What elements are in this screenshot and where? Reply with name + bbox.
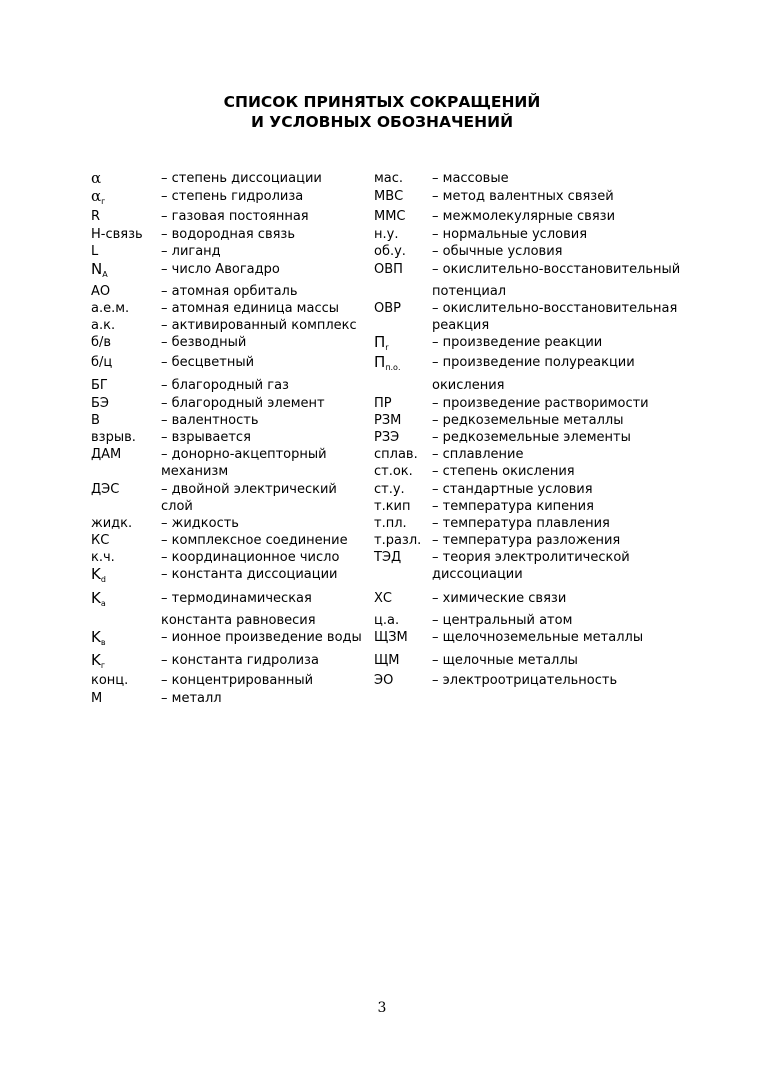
abbreviation-definition: – редкоземельные металлы bbox=[432, 413, 624, 428]
abbreviation-term: жидк. bbox=[91, 516, 133, 531]
abbreviation-definition: – температура разложения bbox=[432, 533, 621, 548]
abbreviation-definition: – массовые bbox=[432, 171, 509, 186]
abbreviation-subscript: d bbox=[100, 575, 106, 584]
abbreviation-term: ХС bbox=[374, 591, 392, 606]
title-line-2: И УСЛОВНЫХ ОБОЗНАЧЕНИЙ bbox=[250, 113, 514, 131]
abbreviation-definition: – лиганд bbox=[161, 244, 221, 259]
abbreviation-definition: слой bbox=[161, 499, 193, 514]
abbreviation-definition: – степень гидролиза bbox=[161, 189, 304, 204]
abbreviation-definition: – стандартные условия bbox=[432, 482, 593, 497]
abbreviation-term: ДЭС bbox=[91, 482, 120, 497]
abbreviation-term: к.ч. bbox=[91, 550, 115, 565]
abbreviation-definition: – щелочноземельные металлы bbox=[432, 630, 644, 645]
abbreviation-definition: диссоциации bbox=[432, 567, 523, 582]
abbreviation-definition: механизм bbox=[161, 464, 229, 479]
abbreviation-term: сплав. bbox=[374, 447, 418, 462]
abbreviation-definition: – химические связи bbox=[432, 591, 567, 606]
abbreviation-term: т.пл. bbox=[374, 516, 407, 531]
abbreviation-definition: – температура кипения bbox=[432, 499, 594, 514]
abbreviation-definition: – температура плавления bbox=[432, 516, 610, 531]
abbreviation-subscript: r bbox=[385, 343, 389, 352]
abbreviation-term: R bbox=[91, 209, 101, 224]
abbreviation-definition: – произведение полуреакции bbox=[432, 355, 635, 370]
page-number: 3 bbox=[377, 1000, 387, 1016]
abbreviation-term: ст.у. bbox=[374, 482, 405, 497]
abbreviation-subscript: г bbox=[101, 197, 106, 206]
abbreviation-definition: потенциал bbox=[432, 284, 507, 299]
abbreviation-definition: – комплексное соединение bbox=[161, 533, 348, 548]
abbreviation-definition: – константа диссоциации bbox=[161, 567, 338, 582]
abbreviation-definition: – произведение растворимости bbox=[432, 396, 649, 411]
abbreviation-term: а.к. bbox=[91, 318, 116, 333]
abbreviation-definition: – термодинамическая bbox=[161, 591, 312, 606]
abbreviation-term: $K_a$ bbox=[91, 589, 106, 608]
abbreviation-term: т.кип bbox=[374, 499, 411, 514]
abbreviation-definition: – концентрированный bbox=[161, 673, 314, 688]
abbreviation-term: а.е.м. bbox=[91, 301, 130, 316]
abbreviation-term: ЩЗМ bbox=[374, 630, 408, 645]
abbreviation-definition: – ионное произведение воды bbox=[161, 630, 362, 645]
abbreviation-term: КС bbox=[91, 533, 110, 548]
abbreviation-term: М bbox=[91, 691, 103, 706]
abbreviation-definition: – степень диссоциации bbox=[161, 171, 322, 186]
abbreviation-definition: – двойной электрический bbox=[161, 482, 337, 497]
abbreviation-definition: – степень окисления bbox=[432, 464, 575, 479]
abbreviation-definition: – координационное число bbox=[161, 550, 340, 565]
abbreviation-term: б/в bbox=[91, 335, 112, 350]
abbreviation-term: мас. bbox=[374, 171, 404, 186]
abbreviation-definition: – редкоземельные элементы bbox=[432, 430, 631, 445]
abbreviation-definition: – щелочные металлы bbox=[432, 653, 578, 668]
abbreviation-definition: – водородная связь bbox=[161, 227, 296, 242]
abbreviation-definition: константа равновесия bbox=[161, 613, 316, 628]
abbreviation-definition: – благородный газ bbox=[161, 378, 289, 393]
abbreviation-subscript: в bbox=[100, 638, 106, 647]
abbreviation-term: АО bbox=[91, 284, 111, 299]
abbreviation-subscript: A bbox=[102, 270, 108, 279]
abbreviation-subscript: п.о. bbox=[385, 363, 401, 372]
abbreviation-definition: – безводный bbox=[161, 335, 247, 350]
abbreviation-definition: – благородный элемент bbox=[161, 396, 325, 411]
abbreviation-term: Н-связь bbox=[91, 227, 143, 242]
abbreviation-definition: – валентность bbox=[161, 413, 259, 428]
abbreviation-term: α bbox=[91, 169, 102, 187]
abbreviation-definition: – бесцветный bbox=[161, 355, 255, 370]
abbreviation-definition: – атомная орбиталь bbox=[161, 284, 298, 299]
abbreviation-term: БГ bbox=[91, 378, 108, 393]
abbreviation-term: $П_r$ bbox=[374, 333, 389, 352]
abbreviation-term: б/ц bbox=[91, 355, 113, 370]
abbreviation-term: В bbox=[91, 413, 100, 428]
abbreviation-term: РЗМ bbox=[374, 413, 402, 428]
abbreviation-definition: – нормальные условия bbox=[432, 227, 588, 242]
abbreviation-term: L bbox=[91, 244, 99, 259]
abbreviation-term: конц. bbox=[91, 673, 129, 688]
abbreviation-term: $K_d$ bbox=[91, 565, 106, 584]
abbreviation-term: ЩМ bbox=[374, 653, 400, 668]
abbreviation-definition: – газовая постоянная bbox=[161, 209, 309, 224]
title-line-1: СПИСОК ПРИНЯТЫХ СОКРАЩЕНИЙ bbox=[223, 93, 541, 111]
abbreviation-term: ОВП bbox=[374, 262, 403, 277]
abbreviation-definition: реакция bbox=[432, 318, 490, 333]
abbreviation-definition: – взрывается bbox=[161, 430, 251, 445]
abbreviation-definition: – константа гидролиза bbox=[161, 653, 319, 668]
abbreviation-definition: – теория электролитической bbox=[432, 550, 630, 565]
abbreviation-term: н.у. bbox=[374, 227, 399, 242]
abbreviation-term: ц.а. bbox=[374, 613, 400, 628]
abbreviation-term: $K_в$ bbox=[91, 628, 106, 647]
abbreviation-definition: – число Авогадро bbox=[161, 262, 280, 277]
abbreviation-term: МВС bbox=[374, 189, 404, 204]
abbreviation-term: ММС bbox=[374, 209, 406, 224]
abbreviation-definition: – произведение реакции bbox=[432, 335, 603, 350]
abbreviation-definition: – центральный атом bbox=[432, 613, 573, 628]
abbreviation-term: РЗЭ bbox=[374, 430, 400, 445]
abbreviation-definition: – метод валентных связей bbox=[432, 189, 614, 204]
abbreviation-definition: – активированный комплекс bbox=[161, 318, 357, 333]
abbreviation-term: взрыв. bbox=[91, 430, 136, 445]
abbreviation-term: ЭО bbox=[374, 673, 394, 688]
abbreviation-term: ст.ок. bbox=[374, 464, 413, 479]
abbreviation-definition: – межмолекулярные связи bbox=[432, 209, 616, 224]
abbreviation-term: $\alpha_г$ bbox=[91, 187, 106, 206]
abbreviation-term: $П_{п.о.}$ bbox=[374, 353, 401, 372]
abbreviation-subscript: a bbox=[100, 599, 106, 608]
page-title bbox=[0, 92, 764, 132]
abbreviation-term: $N_A$ bbox=[91, 260, 108, 279]
abbreviation-subscript: г bbox=[100, 661, 106, 670]
abbreviation-definition: – окислительно-восстановительная bbox=[432, 301, 678, 316]
abbreviation-definition: – электроотрицательность bbox=[432, 673, 618, 688]
abbreviation-definition: – донорно-акцепторный bbox=[161, 447, 327, 462]
abbreviation-definition: – обычные условия bbox=[432, 244, 563, 259]
abbreviation-term: ТЭД bbox=[374, 550, 402, 565]
abbreviation-term: об.у. bbox=[374, 244, 406, 259]
abbreviation-definition: – окислительно-восстановительный bbox=[432, 262, 681, 277]
abbreviation-definition: – атомная единица массы bbox=[161, 301, 340, 316]
abbreviation-definition: окисления bbox=[432, 378, 505, 393]
abbreviation-term: ПР bbox=[374, 396, 392, 411]
abbreviation-term: ОВР bbox=[374, 301, 401, 316]
abbreviation-term: БЭ bbox=[91, 396, 109, 411]
abbreviation-term: ДАМ bbox=[91, 447, 122, 462]
abbreviation-term: т.разл. bbox=[374, 533, 422, 548]
abbreviation-term: $K_г$ bbox=[91, 651, 106, 670]
abbreviation-definition: – жидкость bbox=[161, 516, 239, 531]
abbreviation-definition: – металл bbox=[161, 691, 222, 706]
abbreviation-definition: – сплавление bbox=[432, 447, 524, 462]
